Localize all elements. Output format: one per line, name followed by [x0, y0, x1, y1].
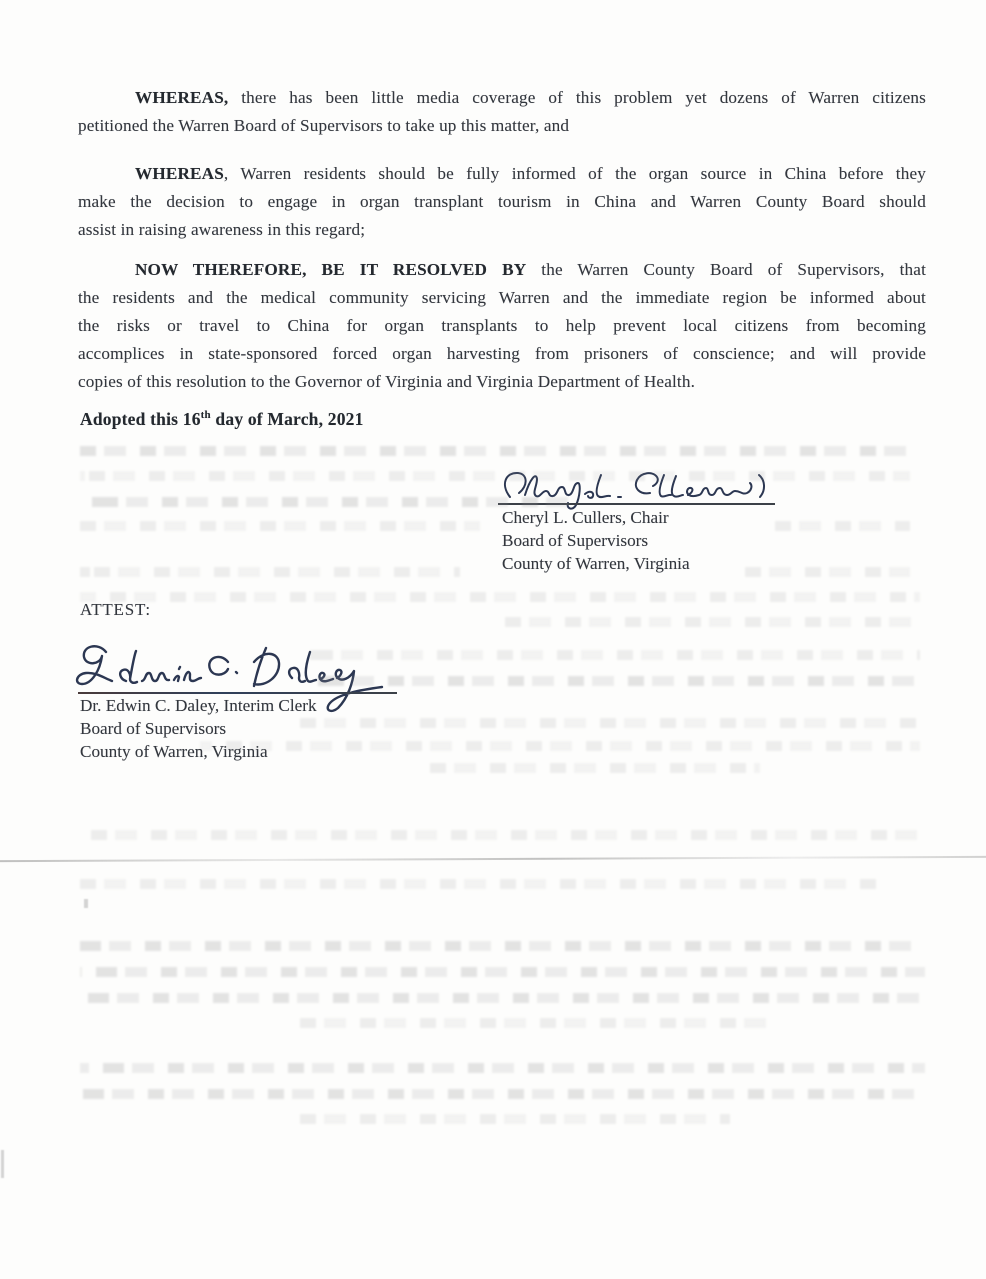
bleedthrough-line [80, 993, 925, 1003]
bleedthrough-line [80, 521, 480, 531]
paragraph-line: NOW THEREFORE, BE IT RESOLVED BY the Warren County Board of Supervisors, that [135, 260, 926, 279]
paragraph-whereas-1 [78, 84, 926, 140]
bleedthrough-line [745, 567, 910, 577]
bleedthrough-line [300, 1018, 780, 1028]
paragraph-line: assist in raising awareness in this regard; [78, 220, 366, 239]
paper-fold-crease [0, 856, 986, 862]
chair-signature-block [502, 506, 690, 575]
clerk-place: County of Warren, Virginia [80, 742, 268, 761]
attest-label: ATTEST: [80, 600, 151, 619]
scan-artifact [1, 1150, 4, 1178]
bleedthrough-line [80, 830, 920, 840]
adoption-date-line: Adopted this 16th day of March, 2021 [80, 409, 364, 429]
bleedthrough-line [80, 497, 570, 507]
chair-place: County of Warren, Virginia [502, 554, 690, 573]
bleedthrough-line [80, 967, 925, 977]
paragraph-line: WHEREAS, there has been little media coverage of this problem yet dozens of Warren citizens [135, 88, 926, 107]
bleedthrough-line [80, 471, 910, 481]
bleedthrough-line [80, 567, 460, 577]
bleedthrough-line [80, 1063, 925, 1073]
bleedthrough-line [80, 1089, 925, 1099]
bleedthrough-line [200, 741, 920, 751]
bleedthrough-line [505, 617, 920, 627]
whereas-lead: WHEREAS [135, 164, 224, 183]
chair-org: Board of Supervisors [502, 531, 649, 550]
bleedthrough-line [775, 521, 910, 531]
paragraph-line: the risks or travel to China for organ transplants to help prevent local citizens from becoming [78, 316, 926, 335]
bleedthrough-line [80, 879, 880, 889]
bleedthrough-line [300, 1114, 730, 1124]
paragraph-line: copies of this resolution to the Governor of Virginia and Virginia Department of Health. [78, 372, 696, 391]
bleedthrough-line [310, 676, 920, 686]
ordinal-superscript: th [200, 409, 211, 422]
paragraph-line: petitioned the Warren Board of Supervisors to take up this matter, and [78, 116, 570, 135]
paragraph-line: WHEREAS, Warren residents should be fully informed of the organ source in China before they [135, 164, 926, 183]
paragraph-whereas-2 [78, 160, 926, 244]
paragraph-line: make the decision to engage in organ transplant tourism in China and Warren County Board should [78, 192, 926, 211]
resolved-lead: NOW THEREFORE, BE IT RESOLVED BY [135, 260, 527, 279]
bleedthrough-line [430, 763, 760, 773]
clerk-name-title: Dr. Edwin C. Daley, Interim Clerk [80, 696, 317, 715]
paragraph-resolved [78, 256, 926, 396]
clerk-signature-block [80, 694, 317, 763]
bleedthrough-line [80, 941, 925, 951]
paragraph-line: the residents and the medical community servicing Warren and the immediate region be informed about [78, 288, 926, 307]
scan-artifact [84, 899, 88, 908]
paragraph-line: accomplices in state-sponsored forced organ harvesting from prisoners of conscience; and will provide [78, 344, 926, 363]
bleedthrough-line [310, 650, 920, 660]
bleedthrough-line [300, 718, 920, 728]
clerk-org: Board of Supervisors [80, 719, 227, 738]
bleedthrough-line [80, 446, 910, 456]
chair-name-title: Cheryl L. Cullers, Chair [502, 508, 669, 527]
whereas-lead: WHEREAS, [135, 88, 229, 107]
bleedthrough-line [80, 592, 920, 602]
